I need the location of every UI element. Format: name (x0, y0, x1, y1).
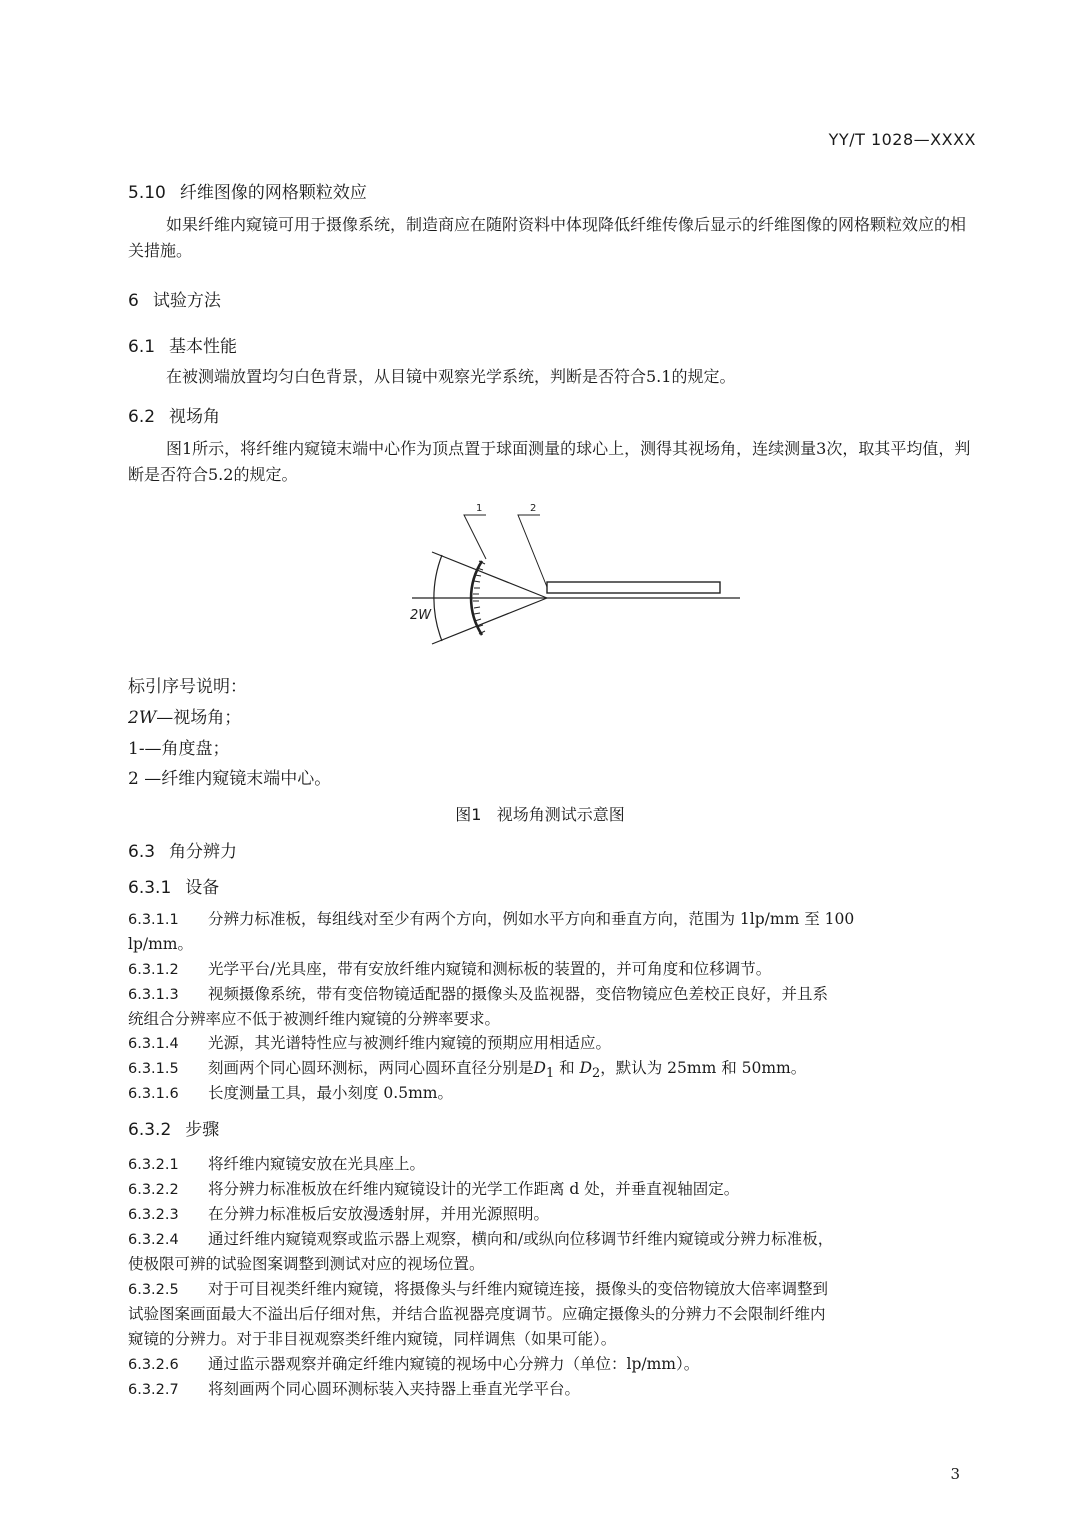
diameter-d1-subscript: 1 (545, 1066, 555, 1082)
diameter-d2: D (579, 1059, 592, 1077)
clause-number: 6.3.2.1 (128, 1157, 179, 1173)
figure-caption (0, 802, 1080, 825)
clause-text: 通过监示器观察并确定纤维内窥镜的视场中心分辨力（单位：lp/mm）。 (208, 1355, 700, 1373)
section-6-3-heading (128, 837, 237, 862)
figure-number: 图1 (455, 805, 482, 824)
clause-6-3-2-5-continued: 试验图案画面最大不溢出后仔细对焦，并结合监视器亮度调节。应确定摄像头的分辨力不会限制纤维内 (128, 1305, 826, 1323)
section-6-3-2-heading (128, 1115, 219, 1140)
section-number: 6.3 (128, 842, 156, 862)
figure-legend-item-3: 2 —纤维内窥镜末端中心。 (128, 769, 332, 789)
clause-6-3-2-4-continued: 使极限可辨的试验图案调整到测试对应的视场位置。 (128, 1255, 485, 1273)
clause-6-3-1-1-continued: lp/mm。 (128, 935, 193, 953)
section-title: 步骤 (185, 1120, 220, 1140)
clause-text: 和 (559, 1059, 575, 1077)
clause-number: 6.3.1.1 (128, 912, 179, 928)
view-edge-upper (432, 552, 547, 598)
clause-text: 长度测量工具，最小刻度 0.5mm。 (208, 1084, 453, 1102)
section-5-10-heading (128, 178, 367, 203)
clause-6-3-1-1 (128, 907, 854, 929)
section-number: 6 (128, 291, 139, 311)
figure-legend-item-1 (128, 703, 241, 728)
document-code: YY/T 1028—XXXX (828, 130, 976, 149)
clause-6-3-2-1 (128, 1152, 425, 1174)
clause-text: 将刻画两个同心圆环测标装入夹持器上垂直光学平台。 (208, 1380, 581, 1398)
legend-symbol: 2W (128, 708, 157, 728)
figure-title: 视场角测试示意图 (496, 805, 625, 824)
clause-number: 6.3.2.6 (128, 1357, 179, 1373)
clause-text: 将分辨力标准板放在纤维内窥镜设计的光学工作距离 d 处，并垂直视轴固定。 (208, 1180, 740, 1198)
clause-number: 6.3.2.4 (128, 1232, 179, 1248)
clause-6-3-2-6 (128, 1352, 699, 1374)
clause-number: 6.3.1.5 (128, 1061, 179, 1077)
clause-6-3-2-2 (128, 1177, 739, 1199)
clause-6-3-1-2 (128, 957, 771, 979)
clause-number: 6.3.2.3 (128, 1207, 179, 1223)
section-6-1-heading (128, 332, 237, 357)
clause-number: 6.3.1.4 (128, 1036, 179, 1052)
angle-label: 2W (410, 608, 432, 623)
clause-text: 视频摄像系统，带有变倍物镜适配器的摄像头及监视器，变倍物镜应色差校正良好，并且系 (208, 985, 829, 1003)
section-title: 设备 (185, 878, 220, 898)
section-title: 基本性能 (169, 337, 238, 357)
section-6-3-1-heading (128, 873, 219, 898)
clause-number: 6.3.2.5 (128, 1282, 179, 1298)
clause-text: 在分辨力标准板后安放漫透射屏，并用光源照明。 (208, 1205, 550, 1223)
page-number: 3 (950, 1465, 960, 1483)
section-number: 6.1 (128, 337, 156, 357)
view-edge-lower (432, 598, 547, 644)
callout-2-label: 2 (530, 503, 537, 514)
clause-number: 6.3.1.2 (128, 962, 179, 978)
section-title: 试验方法 (152, 291, 221, 311)
section-title: 纤维图像的网格颗粒效应 (179, 183, 367, 203)
section-6-2-paragraph: 图1所示，将纤维内窥镜末端中心作为顶点置于球面测量的球心上，测得其视场角，连续测量3次，取其平均值，判断是否符合5.2的规定。 (128, 439, 971, 484)
callout-1-label: 1 (476, 503, 483, 514)
section-number: 6.2 (128, 407, 156, 427)
clause-6-3-2-7 (128, 1377, 580, 1399)
clause-6-3-2-3 (128, 1202, 549, 1224)
clause-text: 分辨力标准板，每组线对至少有两个方向，例如水平方向和垂直方向，范围为 1lp/mm 至 100 (208, 910, 855, 928)
clause-6-3-2-4 (128, 1227, 833, 1249)
diameter-d1: D (533, 1059, 546, 1077)
section-5-10-paragraph: 如果纤维内窥镜可用于摄像系统，制造商应在随附资料中体现降低纤维传像后显示的纤维图像的网格颗粒效应的相关措施。 (128, 215, 967, 260)
clause-number: 6.3.1.6 (128, 1086, 179, 1102)
clause-number: 6.3.2.2 (128, 1182, 179, 1198)
clause-6-3-1-4 (128, 1031, 611, 1053)
section-6-1-paragraph: 在被测端放置均匀白色背景，从目镜中观察光学系统，判断是否符合5.1的规定。 (166, 367, 736, 386)
clause-text: 光学平台/光具座，带有安放纤维内窥镜和测标板的装置的，并可角度和位移调节。 (208, 960, 772, 978)
legend-text: —视场角； (156, 708, 242, 728)
section-number: 6.3.1 (128, 878, 172, 898)
callout-1-leader (464, 515, 486, 559)
section-number: 6.3.2 (128, 1120, 172, 1140)
figure-legend-title: 标引序号说明： (128, 677, 247, 697)
endoscope-body (547, 582, 720, 593)
section-title: 视场角 (169, 407, 221, 427)
clause-text: 刻画两个同心圆环测标，两同心圆环直径分别是 (208, 1059, 534, 1077)
clause-6-3-2-5 (128, 1277, 828, 1299)
clause-6-3-1-3-continued: 统组合分辨率应不低于被测纤维内窥镜的分辨率要求。 (128, 1010, 501, 1028)
clause-text: 对于可目视类纤维内窥镜，将摄像头与纤维内窥镜连接，摄像头的变倍物镜放大倍率调整到 (208, 1280, 829, 1298)
clause-6-3-1-5 (128, 1056, 806, 1081)
clause-text: ，默认为 25mm 和 50mm。 (600, 1059, 807, 1077)
clause-text: 光源，其光谱特性应与被测纤维内窥镜的预期应用相适应。 (208, 1034, 612, 1052)
clause-number: 6.3.1.3 (128, 987, 179, 1003)
figure-legend-item-2: 1-—角度盘； (128, 739, 230, 759)
section-number: 5.10 (128, 183, 166, 203)
clause-6-3-1-6 (128, 1081, 453, 1103)
figure-1-diagram (390, 495, 760, 655)
section-title: 角分辨力 (169, 842, 238, 862)
clause-text: 通过纤维内窥镜观察或监示器上观察，横向和/或纵向位移调节纤维内窥镜或分辨力标准板， (208, 1230, 834, 1248)
diameter-d2-subscript: 2 (592, 1066, 601, 1082)
section-6-2-heading (128, 402, 220, 427)
section-6-heading (128, 286, 221, 311)
clause-6-3-2-5-continued-2: 窥镜的分辨力。对于非目视观察类纤维内窥镜，同样调焦（如果可能）。 (128, 1330, 617, 1348)
callout-2-leader (518, 515, 547, 587)
clause-number: 6.3.2.7 (128, 1382, 179, 1398)
clause-text: 将纤维内窥镜安放在光具座上。 (208, 1155, 426, 1173)
clause-6-3-1-3 (128, 982, 828, 1004)
